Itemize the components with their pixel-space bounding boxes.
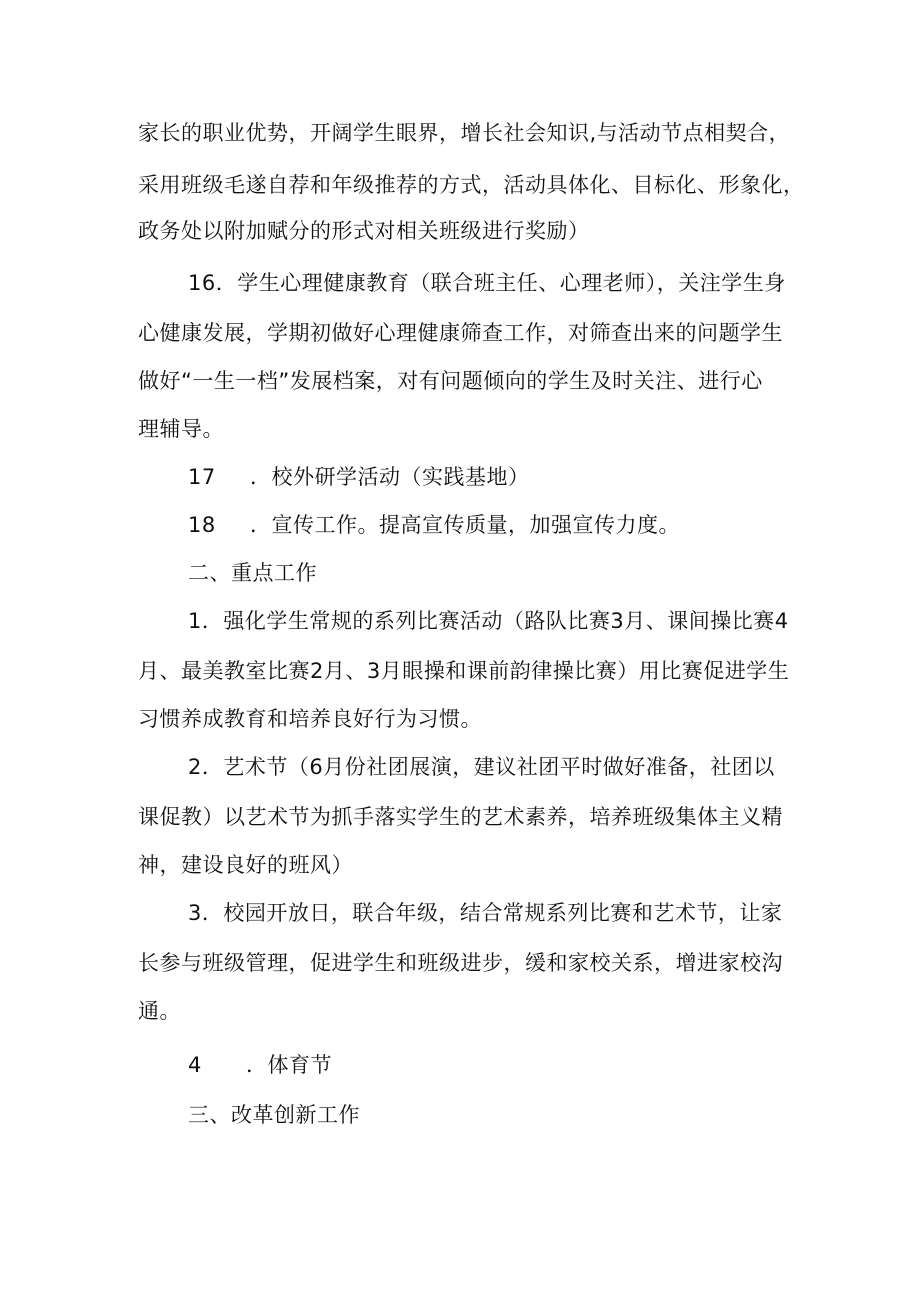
item-text: ．校外研学活动（实践基地）	[250, 465, 530, 489]
section-heading: 二、重点工作	[188, 561, 317, 585]
section-heading: 三、改革创新工作	[188, 1103, 360, 1127]
paragraph-line: 政务处以附加赋分的形式对相关班级进行奖励）	[138, 219, 590, 243]
paragraph-line: 长参与班级管理，促进学生和班级进步，缓和家校关系，增进家校沟	[138, 951, 783, 975]
paragraph-line: 理辅导。	[138, 417, 224, 441]
paragraph-line: 月、最美教室比赛2月、3月眼操和课前韵律操比赛）用比赛促进学生	[138, 659, 790, 683]
paragraph-line: 通。	[138, 999, 181, 1023]
paragraph-line: 神，建设良好的班风）	[138, 853, 353, 877]
paragraph-line: 家长的职业优势，开阔学生眼界，增长社会知识,与活动节点相契合，	[138, 121, 791, 145]
paragraph-line: 采用班级毛遂自荐和年级推荐的方式，活动具体化、目标化、形象化，	[138, 173, 805, 197]
item-16-line: 16．学生心理健康教育（联合班主任、心理老师），关注学生身	[188, 271, 786, 295]
item-18-line	[188, 510, 680, 540]
paragraph-line: 课促教）以艺术节为抓手落实学生的艺术素养，培养班级集体主义精	[138, 805, 783, 829]
item-number: 18	[188, 513, 216, 537]
paragraph-line: 做好“一生一档”发展档案，对有问题倾向的学生及时关注、进行心	[138, 369, 763, 393]
item-4-line	[188, 1050, 332, 1080]
item-text: ．体育节	[246, 1053, 332, 1077]
item-1-line: 1．强化学生常规的系列比赛活动（路队比赛3月、课间操比赛4	[188, 609, 789, 633]
item-2-line: 2．艺术节（6月份社团展演，建议社团平时做好准备，社团以	[188, 755, 775, 779]
item-3-line: 3．校园开放日，联合年级，结合常规系列比赛和艺术节，让家	[188, 901, 783, 925]
item-17-line	[188, 462, 530, 492]
paragraph-line: 习惯养成教育和培养良好行为习惯。	[138, 707, 482, 731]
item-number: 4	[188, 1053, 202, 1077]
item-number: 17	[188, 465, 216, 489]
item-text: ．宣传工作。提高宣传质量，加强宣传力度。	[250, 513, 680, 537]
paragraph-line: 心健康发展，学期初做好心理健康筛查工作，对筛查出来的问题学生	[138, 321, 783, 345]
